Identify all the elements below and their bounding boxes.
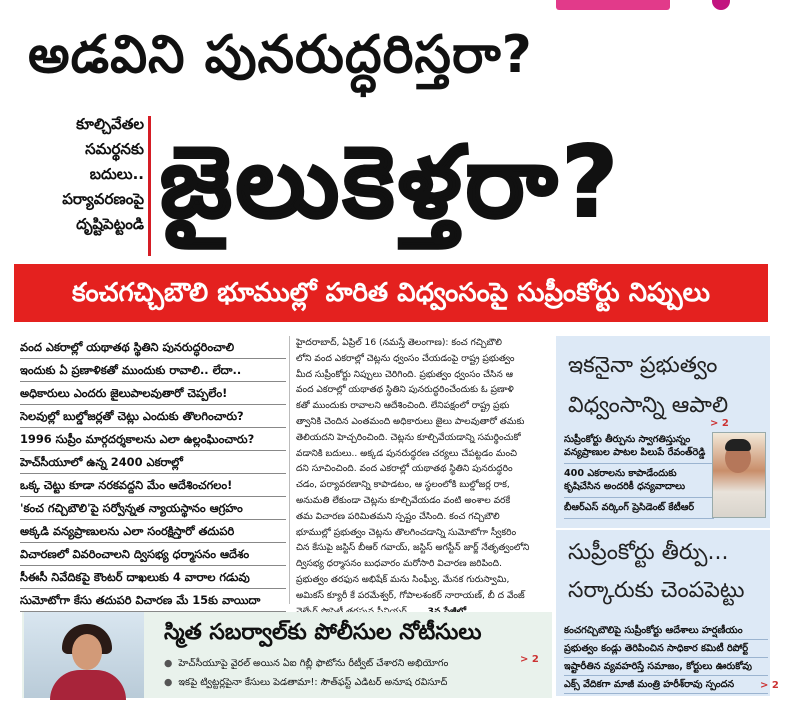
side-point [564,430,714,464]
smita-bullet-text: హెచ్‌సీయూపై వైరల్ అయిన ఏఐ గిబ్లీ ఫొటోను రీట్వీట్ చేశారని అభియోగం [178,658,449,669]
key-point: 1996 సుప్రీం మార్గదర్శకాలను ఎలా ఉల్లంఘించారు? [20,428,286,451]
page-ref-2[interactable]: > 2 [760,680,779,691]
body-line: వడానికి బదులు.. అక్కడ పునరుద్ధరణ చర్యలు చేపట్టడం మంచి [296,448,518,459]
ktr-photo [712,432,766,518]
side-headline-2 [568,534,768,610]
side-point-line: ఎక్స్ వేదికగా మాజీ మంత్రి హరీశ్‌రావు స్పందన [564,676,768,694]
deck-divider [148,116,151,256]
headline-main: జైలుకెళ్తరా? [160,126,623,240]
body-line: చిన కేసుపై జస్టిస్ బీఆర్ గవాయ్, జస్టిస్ అగస్టీన్ జార్జ్ నేతృత్వంలోని [296,543,530,554]
body-line: అమికస్ క్యూరీ కే పరమేశ్వర్, గోపాలశంకర్ నారాయణ్, బీ ద వేంజ్ [296,590,525,601]
key-point: సెలవుల్లో బుల్డోజర్లతో చెట్లు ఎందుకు తొలగించారు? [20,405,286,428]
side-point [564,498,714,519]
side-point-line: బీఆర్‌ఎస్ వర్కింగ్ ప్రెసిడెంట్ కేటీఆర్ [564,502,695,513]
key-point: ఇందుకు ఏ ప్రణాళికతో ముందుకు రావాలి.. లేదా.. [20,359,286,382]
body-line: హైదరాబాద్, ఏప్రిల్ 16 (నమస్తే తెలంగాణ): కంచ గచ్చిబౌలి [296,338,502,348]
side-points-1 [564,430,714,519]
body-line: దని సూచించింది. వంద ఎకరాల్లో యథాతథ స్థితిని పునరుద్ధరిం [296,464,513,475]
deck-line: సమర్థనకు [85,140,144,158]
side-point-line: సుప్రీంకోర్టు తీర్పును స్వాగతిస్తున్నం [564,434,691,445]
body-line: వంద ఎకరాల్లో యథాతథ స్థితిని పునరుద్ధరించేందుకు ఓ ప్రణాళి [296,385,514,396]
body-line: కతో ముందుకు రావాలని ఆదేశించింది. లేనిపక్షంలో రాష్ట్ర ప్రభు [296,401,510,412]
body-line: లోని వంద ఎకరాల్లో చెట్లను ధ్వంసం చేయడంపై రాష్ట్ర ప్రభుత్వం [296,353,515,364]
smita-bullets [164,654,534,692]
key-point: హెచ్‌సీయూలో ఉన్న 2400 ఎకరాల్లో [20,451,286,474]
bullet-dot-icon: ● [164,677,173,688]
side-point-line: వన్యప్రాణుల పాటల పిలుపే రేవంత్‌రెడ్డి [564,447,706,458]
body-line: భూముల్లో ప్రభుత్వం చెట్లను తొలగించడాన్ని సుమోటోగా స్వీకరిం [296,527,517,538]
page-number: 2 [721,418,729,429]
key-point: సుమోటోగా కేసు తదుపరి విచారణ మే 15కు వాయిదా [20,589,286,612]
top-strip [0,0,800,12]
side-point-line: కృషిచేసిన అందరికీ ధన్యవాదాలు [564,481,686,492]
side-point-line: ప్రభుత్వం కండ్లు తెరిపించిన సాధికార కమిటీ రిపోర్ట్ [564,640,768,658]
side-points-2 [564,622,768,694]
side-point-line: 400 ఎకరాలను కాపాడేందుకు [564,468,677,479]
deck-line: కూల్చివేతల [76,115,144,133]
side-headline-1 [568,346,764,426]
key-points-list [20,336,286,612]
smita-headline: స్మిత సబర్వాల్‌కు పోలీసుల నోటీసులు [164,620,482,645]
key-point: అధికారులు ఎందరు జైలుపాలవుతారో చెప్పలేం! [20,382,286,405]
key-point: అక్కడి వన్యప్రాణులను ఎలా సంరక్షిస్తారో తదుపరి [20,520,286,543]
headline-top: అడవిని పునరుద్ధరిస్తరా? [28,25,533,85]
body-line: ప్రభుత్వం తరఫున అభిషేక్ మను సింఘ్వీ, మేనక గురుస్వామి, [296,574,510,585]
logo-mark [712,0,730,10]
key-point: వంద ఎకరాల్లో యథాతథ స్థితిని పునరుద్ధరించాలి [20,336,286,359]
page-ref-1[interactable]: > 2 [710,418,729,429]
key-point: ఒక్క చెట్టు కూడా నరకవద్దని మేం ఆదేశించగలం! [20,474,286,497]
body-line: తెలియదని హెచ్చరించింది. చెట్లను కూల్చివేయడాన్ని సమర్థించుకో [296,432,521,443]
article-body [296,336,544,620]
key-point: సీఈసీ నివేదికపై కౌంటర్ దాఖలుకు 4 వారాల గడువు [20,566,286,589]
face-shape [72,634,102,670]
page-ref-3[interactable]: > 2 [520,654,539,665]
deck-line: దృష్టిపెట్టండి [76,215,144,233]
key-point: విచారణలో వివరించాలని ద్విసభ్య ధర్మాసనం ఆదేశం [20,543,286,566]
side-headline-line: ఇకనైనా ప్రభుత్వం [568,353,718,378]
page-number: 2 [771,680,779,691]
page-number: 2 [531,654,539,665]
side-headline-line: సుప్రీంకోర్టు తీర్పు... [568,540,729,565]
smita-photo [24,612,144,698]
deck-line: బదులు.. [89,165,144,183]
section-tag [556,0,670,10]
side-point [564,464,714,498]
smita-bullet [164,654,534,673]
column-rule [289,336,290,604]
side-point-line: ఇష్టారీతిన వ్యవహరిస్తే సమాజం, కోర్టులు ఊరుకోవు [564,658,768,676]
body-line: తమ విచారణ పరిమితమని స్పష్టం చేసింది. కంచ గచ్చిబౌలి [296,511,500,522]
side-panel-divider [556,528,770,530]
deck-line: పర్యావరణంపై [62,190,144,208]
body-line: అనుమతి లేకుండా చెట్లను కూల్చివేయడం వంటి అంశాల వరకే [296,495,511,506]
side-headline-line: సర్కారుకు చెంపపెట్టు [568,578,745,603]
body-line: మీద సుప్రీంకోర్టు నిప్పులు చెరిగింది. ప్రభుత్వం ధ్వంసం చేసిన ఆ [296,369,513,380]
smita-bullet [164,673,534,692]
body-line: చడం, పర్యావరణాన్ని కాపాడటం, ఆ స్థలంలోకి బుల్డోజర్ల రాక, [296,480,510,491]
key-point: 'కంచ గచ్చిబౌలి'పై సర్వోన్నత న్యాయస్థానం ఆగ్రహం [20,497,286,520]
red-banner: కంచగచ్చిబౌలి భూముల్లో హరిత విధ్వంసంపై సుప్రీంకోర్టు నిప్పులు [14,264,768,322]
side-point-line: కంచగచ్చిబౌలిపై సుప్రీంకోర్టు ఆదేశాలు హర్షణీయం [564,622,768,640]
deck-text [36,112,144,237]
body-shape [50,670,126,700]
body-line: త్వానికి చెందిన ఎంతమంది అధికారులు జైలు పాలవుతారో తమకు [296,416,525,427]
side-headline-line: విధ్వంసాన్ని ఆపాలి [568,393,729,418]
hair-shape [725,439,751,451]
smita-bullet-text: ఇకపై ట్విట్టర్లపైనా కేసులు పెడతామా!: సౌత్‌ఫస్ట్ ఎడిటర్ అనూష రవిసూద్ [178,677,448,688]
bullet-dot-icon: ● [164,658,173,669]
body-line: ద్విసభ్య ధర్మాసనం బుధవారం మరోసారి విచారణ జరిపింది. [296,559,502,570]
